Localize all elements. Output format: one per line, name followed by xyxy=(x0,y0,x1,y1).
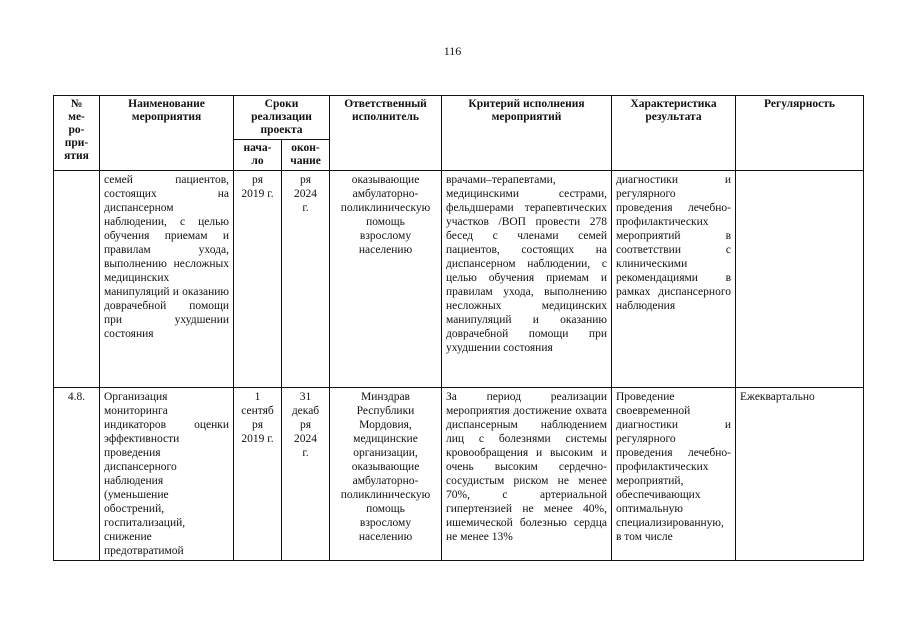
header-terms: Сроки реализации проекта xyxy=(234,96,330,140)
cell-regularity: Ежеквартально xyxy=(736,388,864,561)
cell-regularity xyxy=(736,171,864,388)
cell-start: ря 2019 г. xyxy=(234,171,282,388)
header-result: Характеристика результата xyxy=(612,96,736,171)
cell-executor: оказывающие амбулаторно- поликлиническую помощь взрослому населению xyxy=(330,171,442,388)
cell-start: 1 сентяб ря 2019 г. xyxy=(234,388,282,561)
table-row xyxy=(54,171,864,388)
cell-end: 31 декаб ря 2024 г. xyxy=(282,388,330,561)
header-num: № ме- ро- при- ятия xyxy=(54,96,100,171)
cell-end: ря 2024 г. xyxy=(282,171,330,388)
cell-executor: Минздрав Республики Мордовия, медицинские организации, оказывающие амбулаторно- поликлиническую помощь взрослому населению xyxy=(330,388,442,561)
cell-result: Проведение своевременной диагностики и регулярного проведения лечебно-профилактических мероприятий, обеспечивающих оптимальную специализированную, в том числе xyxy=(612,388,736,561)
cell-num xyxy=(54,171,100,388)
cell-num: 4.8. xyxy=(54,388,100,561)
cell-criterion: врачами–терапевтами, медицинскими сестрами, фельдшерами терапевтических участков /ВОП провести 278 бесед с членами семей пациентов, состоящих на диспансерном наблюдении, с целью обучения приемам и правилам ухода, выполнению несложных медицинских манипуляций и оказанию доврачебной помощи при ухудшении состояния xyxy=(442,171,612,388)
table-row xyxy=(54,388,864,561)
cell-name: семей пациентов, состоящих на диспансерном наблюдении, с целью обучения приемам и правилам ухода, выполнению несложных медицинских манипуляций и оказанию доврачебной помощи при ухудшении состояния xyxy=(100,171,234,388)
cell-name: Организация мониторинга индикаторов оценки эффективности проведения диспансерного наблюдения (уменьшение обострений, госпитализаций, снижение предотвратимой xyxy=(100,388,234,561)
measures-table xyxy=(53,95,864,561)
header-name: Наименование мероприятия xyxy=(100,96,234,171)
header-end: окон- чание xyxy=(282,140,330,171)
header-regularity: Регулярность xyxy=(736,96,864,171)
header-row xyxy=(54,96,864,140)
header-executor: Ответственный исполнитель xyxy=(330,96,442,171)
header-start: нача- ло xyxy=(234,140,282,171)
cell-criterion: За период реализации мероприятия достижение охвата диспансерным наблюдением лиц с болезнями системы кровообращения и высоким и очень высоким сердечно-сосудистым риском не менее 70%, с артериальной гипертензией не менее 40%, ишемической болезнью сердца не менее 13% xyxy=(442,388,612,561)
cell-result: диагностики и регулярного проведения лечебно-профилактических мероприятий в соответствии с клиническими рекомендациями в рамках диспансерного наблюдения xyxy=(612,171,736,388)
page-number: 116 xyxy=(443,44,462,58)
header-criterion: Критерий исполнения мероприятий xyxy=(442,96,612,171)
